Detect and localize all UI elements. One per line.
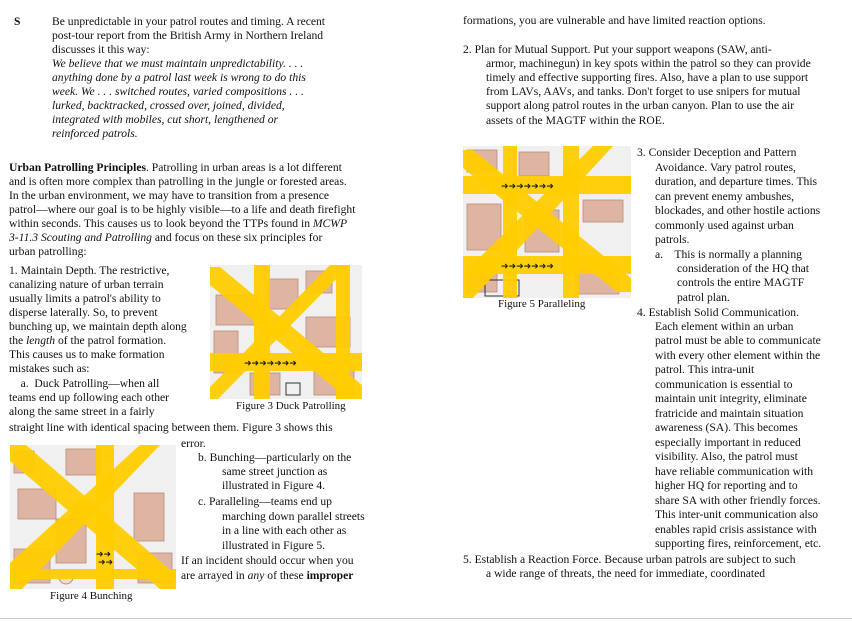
communication-line: have reliable communication with [655,465,814,478]
depth-line: bunching up, we maintain depth along [9,320,187,333]
principles-text: . Patrolling in urban areas is a lot different [145,161,342,174]
building [519,152,549,176]
principles-line: and is often more complex than patrolling in the jungle or forested areas. [9,175,347,188]
page-divider [0,618,852,619]
improper-bold: improper [306,569,354,582]
figure-4-caption: Figure 4 Bunching [50,590,133,602]
deception-item: 3. Consider Deception and Pattern [637,146,797,159]
continuation-line: formations, you are vulnerable and have limited reaction options. [463,14,766,27]
intro-line: discusses it this way: [52,43,150,56]
communication-line: supporting fires, reinforcement, etc. [655,537,822,550]
figure-3-duck-patrolling [210,265,362,399]
quote-line: lurked, backtracked, crossed over, joined, divided, [52,99,285,112]
deception-line: patrol plan. [677,291,730,304]
figure-3-illustration [210,265,362,399]
deception-line: duration, and departure times. This [655,175,818,188]
quote-line: integrated with mobiles, cut short, lengthened or [52,113,279,126]
depth-text: of the patrol formation. [55,334,167,347]
depth-line: along the same street in a fairly [9,405,155,418]
depth-line: canalizing nature of urban terrain [9,278,164,291]
deception-line: controls the entire MAGTF [677,276,805,289]
reaction-line: a wide range of threats, the need for immediate, coordinated [486,567,766,580]
building [286,383,300,395]
deception-line: commonly used against urban [655,219,794,232]
communication-line: fratricide and maintain situation [655,407,804,420]
support-line: armor, machinegun) in key spots within the patrol so they can provide [486,57,811,70]
principles-heading: Urban Patrolling Principles [9,161,146,174]
depth-emphasis: length [26,334,56,347]
depth-line: mistakes such as: [9,362,90,375]
communication-line: awareness (SA). This becomes [655,421,798,434]
road [563,146,579,298]
figure-4-bunching [10,445,176,589]
support-line: from LAVs, AAVs, and tanks. Don't forget to use snipers for mutual [486,85,801,98]
paralleling-line: in a line with each other as [222,524,347,537]
principles-text: within seconds. This causes us to look beyond the TTPs found in [9,217,313,230]
communication-line: share SA with other friendly forces. [655,494,821,507]
figure-3-caption: Figure 3 Duck Patrolling [236,400,346,412]
reaction-item: 5. Establish a Reaction Force. Because urban patrols are subject to such [463,553,796,566]
paralleling-line: illustrated in Figure 5. [222,539,326,552]
patrol-arrows: ➜➜➜➜➜➜➜ [501,182,554,192]
quote-line: reinforced patrols. [52,127,138,140]
mcwp-title: 3-11.3 Scouting and Patrolling [9,231,152,244]
support-item: 2. Plan for Mutual Support. Put your support weapons (SAW, anti- [463,43,772,56]
communication-line: higher HQ for reporting and to [655,479,798,492]
communication-line: This inter-unit communication also [655,508,819,521]
communication-line: with every other element within the [655,349,821,362]
paralleling-item: c. Paralleling—teams end up [198,495,332,508]
intro-line: post-tour report from the British Army in Northern Ireland [52,29,324,42]
bunching-line: same street junction as [222,465,328,478]
road [336,265,350,399]
depth-line: disperse laterally. So, to prevent [9,306,158,319]
patrol-arrows: ➜➜➜➜➜➜➜ [244,359,297,369]
patrol-arrows: ➜➜➜➜➜➜➜ [501,262,554,272]
principles-first-line [9,161,342,175]
bullet-marker: S [14,15,21,28]
quote-line: anything done by a patrol last week is wrong to do this [52,71,306,84]
road [10,569,176,579]
improper-line [181,569,353,583]
improper-text: of these [264,569,307,582]
communication-line: patrol must be able to communicate [655,334,821,347]
deception-line: patrols. [655,233,690,246]
bunching-item: b. Bunching—particularly on the [198,451,352,464]
communication-line: especially important in reduced [655,436,801,449]
duck-patrolling-item: a. Duck Patrolling—when all [9,377,160,390]
deception-subitem: a. This is normally a planning [655,248,802,261]
principles-ref-line-2 [9,231,322,245]
duck-error-line: error. [181,437,206,450]
deception-line: can prevent enemy ambushes, [655,190,795,203]
communication-item: 4. Establish Solid Communication. [637,306,799,319]
principles-line: patrol—where our goal is to be highly visible—to a life and death firefight [9,203,356,216]
road [503,146,517,298]
depth-line: teams end up following each other [9,391,170,404]
principles-text: and focus on these six principles for [151,231,323,244]
figure-4-illustration [10,445,176,589]
improper-emphasis: any [247,569,265,582]
figure-5-illustration [463,146,631,298]
principles-line: urban patrolling: [9,245,87,258]
support-line: support along patrol routes in the urban canyon. Plan to use the air [486,99,795,112]
duck-wide-line: straight line with identical spacing between them. Figure 3 shows this [9,421,333,434]
quote-line: week. We . . . switched routes, varied compositions . . . [52,85,304,98]
road [254,265,270,399]
communication-line: Each element within an urban [655,320,794,333]
depth-text: the [9,334,27,347]
patrol-arrows: ➜➜ [96,550,112,560]
deception-line: Avoidance. Vary patrol routes, [655,161,796,174]
building [583,200,623,222]
depth-line: usually limits a patrol's ability to [9,292,161,305]
depth-length-line [9,334,166,348]
communication-line: patrol. This intra-unit [655,363,755,376]
depth-line: 1. Maintain Depth. The restrictive, [9,264,170,277]
intro-line: Be unpredictable in your patrol routes and timing. A recent [52,15,326,28]
figure-5-caption: Figure 5 Paralleling [498,298,586,310]
mcwp-reference: MCWP [312,217,348,230]
support-line: assets of the MAGTF within the ROE. [486,114,665,127]
depth-line: This causes us to make formation [9,348,165,361]
building [134,493,164,541]
paralleling-line: marching down parallel streets [222,510,365,523]
communication-line: enables rapid crisis assistance with [655,523,817,536]
principles-line: In the urban environment, we may have to transition from a presence [9,189,330,202]
building [66,449,100,475]
improper-text: are arrayed in [181,569,248,582]
bunching-line: illustrated in Figure 4. [222,479,326,492]
support-line: timely and effective supporting fires. Also, have a plan to use support [486,71,809,84]
communication-line: maintain unit integrity, eliminate [655,392,807,405]
incident-line: If an incident should occur when you [181,554,354,567]
figure-5-paralleling [463,146,631,298]
deception-line: blockades, and other hostile actions [655,204,821,217]
communication-line: visibility. Also, the patrol must [655,450,798,463]
communication-line: communication is essential to [655,378,793,391]
patrol-arrows: ➜➜ [98,558,114,568]
principles-ref-line [9,217,347,231]
deception-line: consideration of the HQ that [677,262,810,275]
quote-line: We believe that we must maintain unpredictability. . . . [52,57,304,70]
